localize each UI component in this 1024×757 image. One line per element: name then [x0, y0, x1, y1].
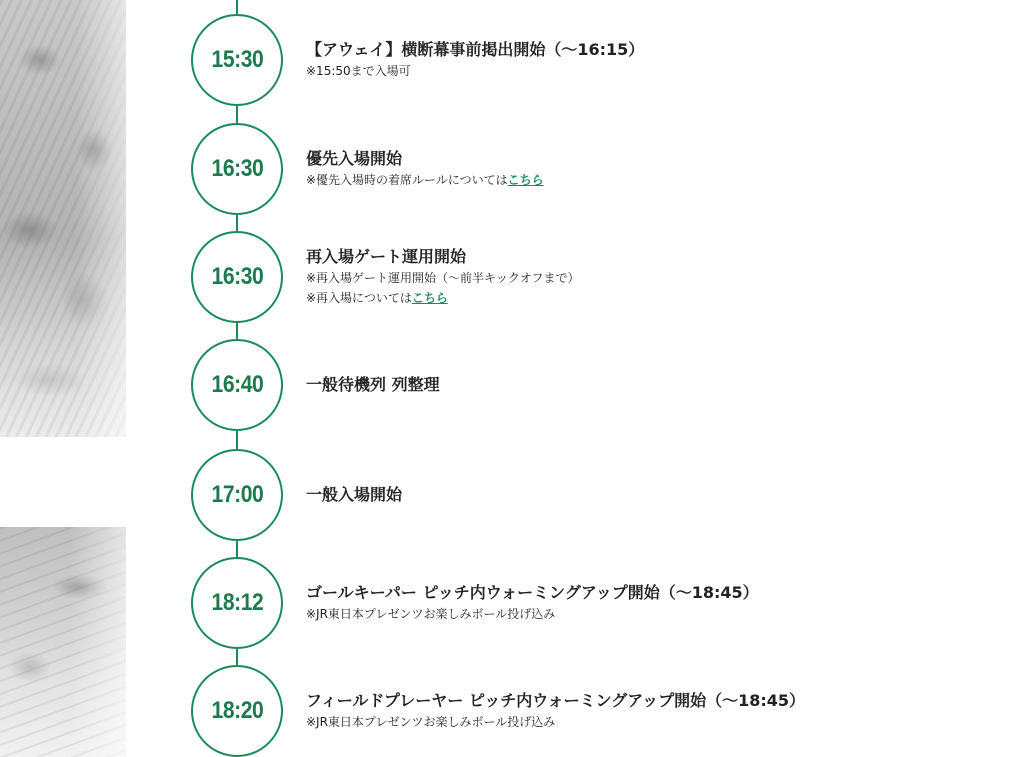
- timeline-item-text: [306, 231, 971, 323]
- seating-rules-link[interactable]: こちら: [507, 173, 544, 187]
- item-note: [306, 288, 971, 308]
- time-circle: [191, 123, 283, 215]
- item-title: 一般入場開始: [306, 485, 403, 504]
- time-label: 16:30: [211, 263, 263, 290]
- note-text: ※優先入場時の着席ルールについては: [306, 173, 508, 187]
- timeline-item-text: [306, 339, 971, 431]
- timeline-item-text: [306, 14, 971, 106]
- time-label: 16:30: [211, 155, 263, 182]
- item-title: 一般待機列 列整理: [306, 375, 440, 394]
- timeline-item: [191, 449, 971, 541]
- item-title: ゴールキーパー ピッチ内ウォーミングアップ開始（〜18:45）: [306, 583, 759, 602]
- note-text: ※再入場ゲート運用開始（〜前半キックオフまで）: [306, 271, 580, 285]
- timeline-item: [191, 339, 971, 431]
- reentry-info-link[interactable]: こちら: [411, 291, 448, 305]
- item-note: [306, 268, 971, 288]
- timeline-item-text: [306, 557, 971, 649]
- note-text: ※再入場については: [306, 291, 412, 305]
- item-title: 再入場ゲート運用開始: [306, 247, 467, 266]
- item-title: フィールドプレーヤー ピッチ内ウォーミングアップ開始（〜18:45）: [306, 691, 806, 710]
- timeline-item: [191, 665, 971, 757]
- timeline-item: [191, 231, 971, 323]
- time-label: 18:20: [211, 697, 263, 724]
- stadium-crowd-photo: [0, 0, 126, 437]
- timeline-item: [191, 14, 971, 106]
- note-text: ※JR東日本プレゼンツお楽しみボール投げ込み: [306, 607, 556, 621]
- timeline-item-text: [306, 123, 971, 215]
- note-text: ※JR東日本プレゼンツお楽しみボール投げ込み: [306, 715, 556, 729]
- time-circle: [191, 665, 283, 757]
- time-circle: [191, 14, 283, 106]
- timeline-item: [191, 123, 971, 215]
- time-label: 15:30: [211, 46, 263, 73]
- time-label: 17:00: [211, 481, 263, 508]
- stadium-stands-photo: [0, 527, 126, 757]
- time-label: 18:12: [211, 589, 263, 616]
- timeline-item: [191, 557, 971, 649]
- time-circle: [191, 449, 283, 541]
- item-title: 優先入場開始: [306, 149, 403, 168]
- note-text: ※15:50まで入場可: [306, 64, 411, 78]
- time-label: 16:40: [211, 371, 263, 398]
- time-circle: [191, 231, 283, 323]
- item-note: [306, 604, 971, 624]
- time-circle: [191, 557, 283, 649]
- item-note: [306, 61, 971, 81]
- item-title: 【アウェイ】横断幕事前掲出開始（〜16:15）: [306, 40, 645, 59]
- timeline-item-text: [306, 665, 971, 757]
- item-note: [306, 170, 971, 190]
- time-circle: [191, 339, 283, 431]
- item-note: [306, 712, 971, 732]
- timeline-item-text: [306, 449, 971, 541]
